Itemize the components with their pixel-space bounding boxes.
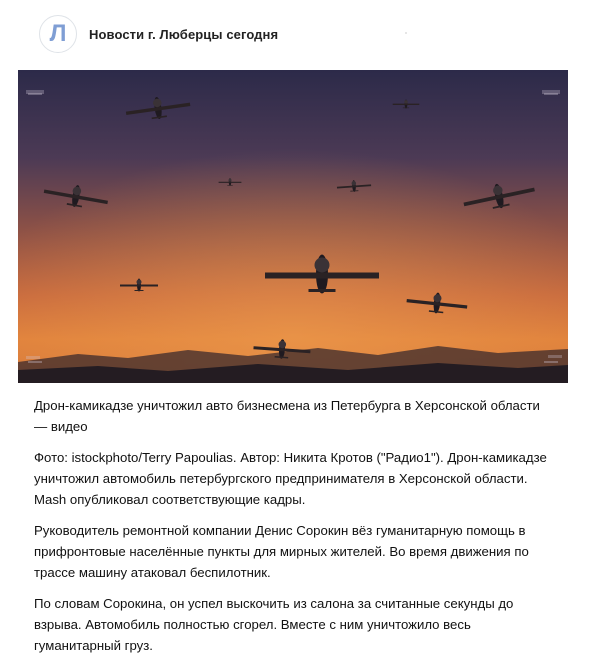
avatar-letter: Л — [49, 19, 67, 47]
post-paragraph: По словам Сорокина, он успел выскочить из салона за считанные секунды до взрыва. Автомобиль полностью сгорел. Вместе с ним уничтожило весь гуманитарный груз. — [34, 596, 514, 653]
divider-dot — [405, 32, 407, 34]
post-paragraph: Фото: istockphoto/Terry Papoulias. Автор: Никита Кротов ("Радио1"). Дрон-камикадзе уничтожил автомобиль петербургского предпринимателя в Херсонской области. Mash опубликовал соответствующие кадры. — [34, 450, 547, 507]
drones-sunset-image — [18, 70, 568, 383]
post-body — [34, 395, 554, 666]
channel-name[interactable]: Новости г. Люберцы сегодня — [89, 27, 279, 42]
post-paragraph: Руководитель ремонтной компании Денис Сорокин вёз гуманитарную помощь в прифронтовые населённые пункты для мирных жителей. Во время движения по трассе машину атаковал беспилотник. — [34, 523, 529, 580]
channel-avatar[interactable] — [39, 15, 77, 53]
post-header — [0, 0, 600, 70]
post-title: Дрон-камикадзе уничтожил авто бизнесмена из Петербурга в Херсонской области — видео — [34, 398, 540, 434]
post-photo[interactable] — [18, 70, 568, 383]
